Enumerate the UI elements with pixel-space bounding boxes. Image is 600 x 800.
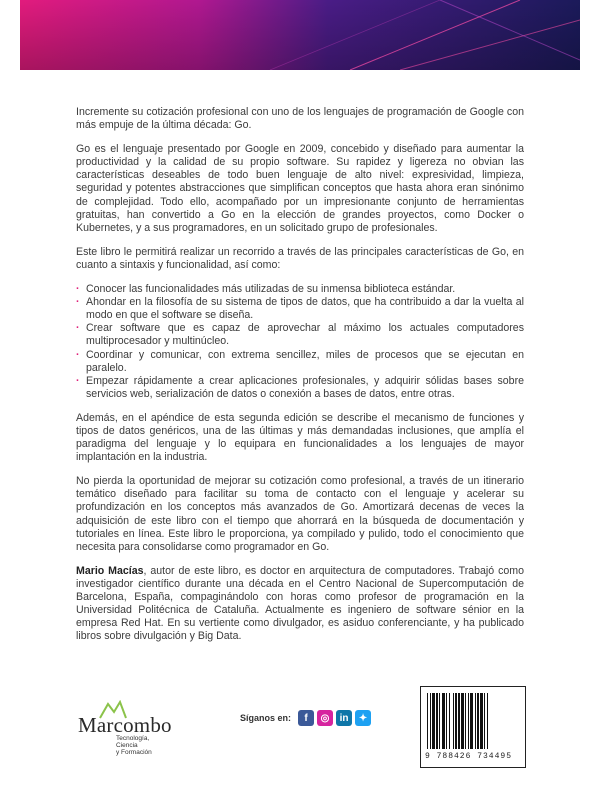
linkedin-icon[interactable]: in — [336, 710, 352, 726]
features-intro: Este libro le permitirá realizar un recorrido a través de las principales características de Go, en cuanto a sintaxis y funcionalidad, así como: — [76, 245, 524, 271]
banner-graphic — [20, 0, 580, 70]
barcode-bars — [427, 693, 519, 749]
isbn-number: 9 788426 734495 — [425, 752, 513, 761]
back-cover-text — [76, 106, 524, 654]
list-item: · Conocer las funcionalidades más utilizadas de su inmensa biblioteca estándar. — [76, 283, 456, 296]
publisher-logo — [78, 700, 188, 760]
barcode-bar — [470, 693, 473, 749]
barcode-bar — [427, 693, 428, 749]
bullet-mark: · — [76, 322, 80, 335]
barcode-bar — [442, 693, 445, 749]
barcode-bar — [480, 693, 483, 749]
list-item: · Coordinar y comunicar, con extrema sencillez, miles de procesos que se ejecutan en paralelo. — [76, 348, 524, 374]
list-item: · Empezar rápidamente a crear aplicaciones profesionales, y adquirir sólidas bases sobre servicios web, serialización de datos o conexión a bases de datos, entre otras. — [76, 374, 524, 400]
author-name: Mario Macías — [76, 564, 144, 577]
publisher-name: Marcombo — [78, 713, 172, 737]
bullet-mark: · — [76, 348, 80, 361]
description-paragraph: Go es el lenguaje presentado por Google en 2009, concebido y diseñado para aumentar la productividad y la calidad de su propio software. Su rapidez y ligereza no obvian las características deseables de todo buen lenguaje de alto nivel: expresividad, limpieza, seguridad y potentes abstracciones que simplifican conceptos que hasta ahora eran sinónimo de complejidad. Todo ello, acompañado por un impresionante conjunto de herramientas gratuitas, han convertido a Go en la elección de grandes proyectos, como Docker o Kubernetes, y a sus programadores, en un solicitado grupo de profesionales. — [76, 143, 524, 234]
social-links — [240, 708, 371, 728]
list-item: · Ahondar en la filosofía de su sistema de tipos de datos, que ha contribuido a dar la vuelta al modo en que el software se diseña. — [76, 296, 524, 322]
barcode-bar — [430, 693, 431, 749]
barcode-bar — [484, 693, 485, 749]
social-label: Síganos en: — [240, 713, 292, 723]
barcode-bar — [461, 693, 464, 749]
barcode-bar — [455, 693, 457, 749]
cover-banner — [20, 0, 580, 70]
list-item: · Crear software que es capaz de aprovechar al máximo los actuales computadores multiprocesador y multinúcleo. — [76, 322, 524, 348]
barcode-bar — [458, 693, 460, 749]
author-paragraph — [76, 565, 524, 644]
barcode-bar — [432, 693, 435, 749]
closing-paragraph: No pierda la oportunidad de mejorar su cotización como profesional, a través de un itinerario temático diseñado para facilitar su toma de contacto con el lenguaje y acelerar su profundización en los conceptos más avanzados de Go. Amortizará decenas de veces la adquisición de este libro con el tiempo que ahorrará en la búsqueda de documentación y tutoriales en línea. Este libro le proporciona, ya compilado y pulido, todo el conocimiento que necesita para consolidarse como programador en Go. — [76, 475, 524, 553]
barcode-bar — [475, 693, 476, 749]
author-bio: , autor de este libro, es doctor en arquitectura de computadores. Trabajó como investigador científico durante una década en el Centro Nacional de Supercomputación de Barcelona, España, compaginándolo con horas como profesor de programación en la Universidad Politécnica de Cataluña. Actualmente es ingeniero de software sénior en la empresa Red Hat. En su vertiente como divulgador, es asiduo conferenciante, y ha publicado libros sobre divulgación y Big Data. — [76, 564, 524, 643]
intro-paragraph: Incremente su cotización profesional con uno de los lenguajes de programación de Google con más empuje de la última década: Go. — [76, 106, 524, 132]
barcode-bar — [439, 693, 440, 749]
feature-list — [76, 283, 524, 401]
bullet-mark: · — [76, 374, 80, 387]
barcode-bar — [487, 693, 488, 749]
bullet-mark: · — [76, 283, 80, 296]
bullet-mark: · — [76, 296, 80, 309]
twitter-icon[interactable]: ✦ — [355, 710, 371, 726]
publisher-tagline: Tecnología, Ciencia y Formación — [116, 735, 152, 756]
facebook-icon[interactable]: f — [298, 710, 314, 726]
barcode-bar — [453, 693, 454, 749]
isbn-barcode — [420, 686, 526, 768]
appendix-paragraph: Además, en el apéndice de esta segunda edición se describe el mecanismo de funciones y tipos de datos genéricos, una de las últimas y más demandadas inclusiones, que amplía el paradigma del lenguaje y lo equipara en funcionalidades a los lenguajes de mayor implantación en la industria. — [76, 411, 524, 464]
barcode-bar — [436, 693, 438, 749]
instagram-icon[interactable]: ◎ — [317, 710, 333, 726]
barcode-bar — [449, 693, 450, 749]
barcode-bar — [477, 693, 479, 749]
barcode-bar — [465, 693, 466, 749]
barcode-bar — [468, 693, 469, 749]
barcode-bar — [446, 693, 447, 749]
